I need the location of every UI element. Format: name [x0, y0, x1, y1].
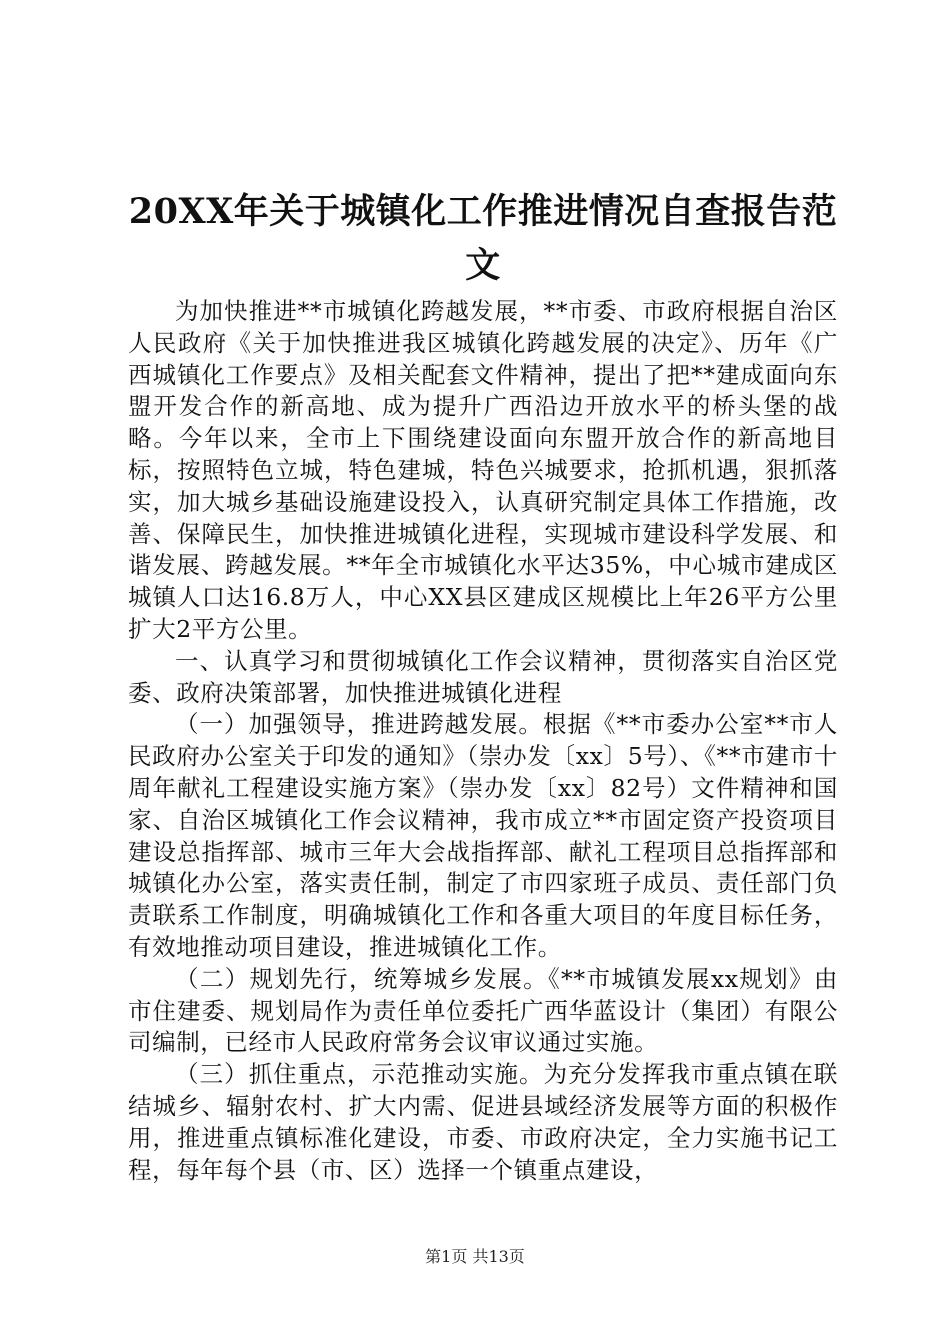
paragraph-item-3: （三）抓住重点，示范推动实施。为充分发挥我市重点镇在联结城乡、辐射农村、扩大内需、促进县域经济发展等方面的积极作用，推进重点镇标准化建设，市委、市政府决定，全力实施书记工程，每年每个县（市、区）选择一个镇重点建设，: [128, 1060, 838, 1184]
document-body: [128, 296, 838, 1186]
paragraph-item-2: （二）规划先行，统筹城乡发展。《**市城镇发展xx规划》由市住建委、规划局作为责任单位委托广西华蓝设计（集团）有限公司编制，已经市人民政府常务会议审议通过实施。: [128, 964, 838, 1057]
paragraph-item-1: （一）加强领导，推进跨越发展。根据《**市委办公室**市人民政府办公室关于印发的通知》（崇办发〔xx〕5号）、《**市建市十周年献礼工程建设实施方案》（崇办发〔xx〕82号）文件精神和国家、自治区城镇化工作会议精神，我市成立**市固定资产投资项目建设总指挥部、城市三年大会战指挥部、献礼工程项目总指挥部和城镇化办公室，落实责任制，制定了市四家班子成员、责任部门负责联系工作制度，明确城镇化工作和各重大项目的年度目标任务，有效地推动项目建设，推进城镇化工作。: [128, 710, 838, 961]
document-title: 20XX年关于城镇化工作推进情况自查报告范文: [128, 191, 838, 287]
paragraph-intro: 为加快推进**市城镇化跨越发展，**市委、市政府根据自治区人民政府《关于加快推进我区城镇化跨越发展的决定》、历年《广西城镇化工作要点》及相关配套文件精神，提出了把**建成面向东盟开发合作的新高地、成为提升广西沿边开放水平的桥头堡的战略。今年以来，全市上下围绕建设面向东盟开放合作的新高地目标，按照特色立城，特色建城，特色兴城要求，抢抓机遇，狠抓落实，加大城乡基础设施建设投入，认真研究制定具体工作措施，改善、保障民生，加快推进城镇化进程，实现城市建设科学发展、和谐发展、跨越发展。**年全市城镇化水平达35%，中心城市建成区城镇人口达16.8万人，中心XX县区建成区规模比上年26平方公里扩大2平方公里。: [128, 297, 838, 643]
paragraph-section-heading: 一、认真学习和贯彻城镇化工作会议精神，贯彻落实自治区党委、政府决策部署，加快推进城镇化进程: [128, 646, 838, 707]
page-footer: 第1页 共13页: [425, 1247, 525, 1266]
